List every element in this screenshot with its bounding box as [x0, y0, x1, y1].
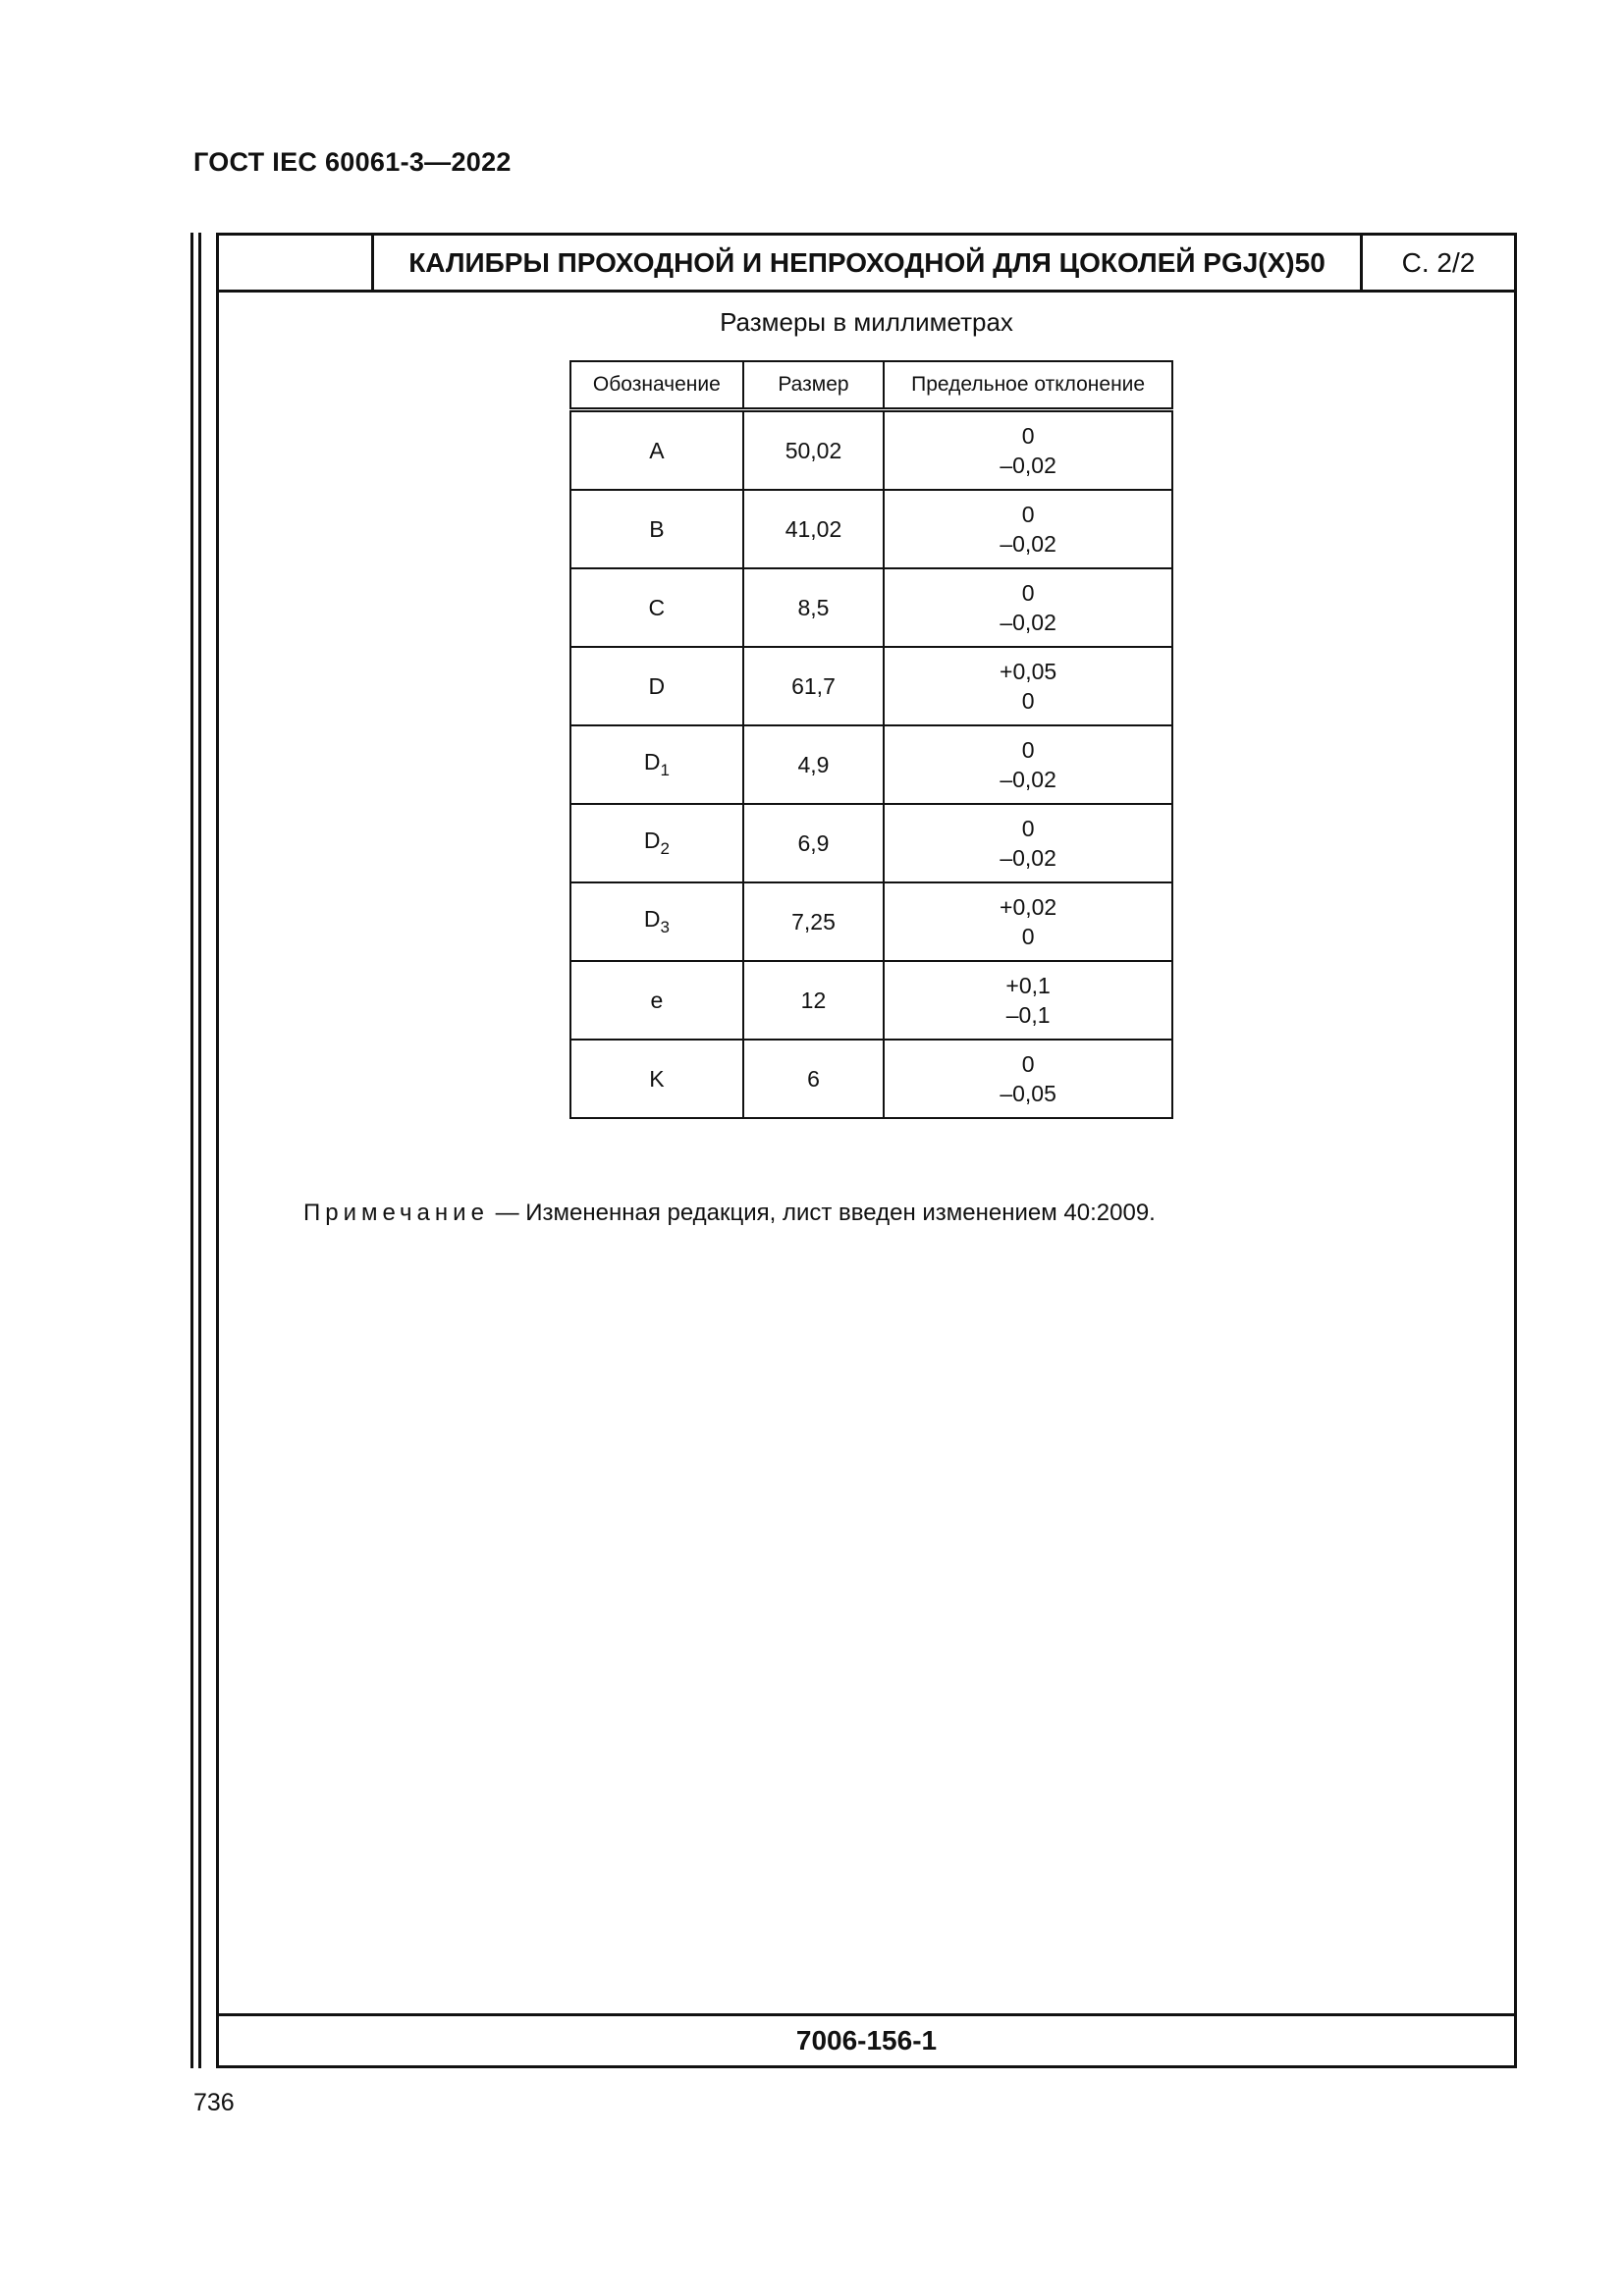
cell-size: 4,9 [743, 725, 885, 804]
header-deviation: Предельное отклонение [884, 361, 1172, 410]
binding-margin-lines [190, 233, 202, 2068]
symbol-text: D [643, 906, 661, 932]
symbol-text: K [649, 1065, 665, 1092]
symbol-text: A [649, 437, 665, 463]
symbol-subscript: 1 [660, 761, 670, 779]
table-row [570, 725, 1172, 804]
symbol-subscript: 3 [660, 918, 670, 936]
note-text: — Измененная редакция, лист введен изменением 40:2009. [488, 1200, 1156, 1226]
cell-deviation [884, 725, 1172, 804]
cell-symbol [570, 961, 743, 1040]
cell-size: 12 [743, 961, 885, 1040]
sheet-title-row [219, 236, 1514, 293]
drawing-sheet [216, 233, 1517, 2068]
deviation-upper: +0,02 [1000, 894, 1057, 920]
deviation-lower: –0,02 [1000, 767, 1056, 792]
cell-deviation [884, 882, 1172, 961]
note-label: Примечание [303, 1200, 489, 1226]
standard-designation: ГОСТ IEC 60061-3—2022 [193, 147, 512, 177]
deviation-upper: 0 [1021, 580, 1035, 606]
cell-symbol [570, 490, 743, 568]
deviation-lower: 0 [1021, 924, 1035, 949]
header-symbol: Обозначение [570, 361, 743, 410]
symbol-text: D [648, 672, 666, 699]
symbol-subscript: 2 [660, 839, 670, 858]
table-row [570, 490, 1172, 568]
deviation-upper: 0 [1021, 502, 1035, 527]
cell-symbol [570, 882, 743, 961]
deviation-upper: 0 [1021, 816, 1035, 841]
table-row [570, 568, 1172, 647]
cell-size: 7,25 [743, 882, 885, 961]
cell-size: 6,9 [743, 804, 885, 882]
cell-size: 61,7 [743, 647, 885, 725]
note [303, 1200, 1156, 1227]
deviation-lower: –0,02 [1000, 610, 1056, 635]
cell-deviation [884, 1040, 1172, 1118]
symbol-text: C [648, 594, 666, 620]
table-row [570, 1040, 1172, 1118]
deviation-upper: +0,05 [1000, 659, 1057, 684]
cell-symbol [570, 647, 743, 725]
units-caption: Размеры в миллиметрах [720, 307, 1013, 337]
sheet-title: КАЛИБРЫ ПРОХОДНОЙ И НЕПРОХОДНОЙ ДЛЯ ЦОКОЛЕЙ PGJ(X)50 [374, 236, 1363, 290]
symbol-text: D [643, 828, 661, 853]
table-row [570, 410, 1172, 491]
deviation-upper: +0,1 [1005, 973, 1051, 998]
dimensions-table [569, 360, 1173, 1119]
deviation-upper: 0 [1021, 1051, 1035, 1077]
cell-size: 6 [743, 1040, 885, 1118]
cell-deviation [884, 647, 1172, 725]
cell-symbol [570, 1040, 743, 1118]
table-row [570, 647, 1172, 725]
cell-symbol [570, 410, 743, 491]
cell-symbol [570, 725, 743, 804]
cell-size: 41,02 [743, 490, 885, 568]
deviation-upper: 0 [1021, 423, 1035, 449]
cell-symbol [570, 804, 743, 882]
page-number: 736 [193, 2089, 235, 2116]
table-row [570, 961, 1172, 1040]
cell-deviation [884, 490, 1172, 568]
deviation-lower: –0,02 [1000, 531, 1056, 557]
deviation-lower: –0,02 [1000, 453, 1056, 478]
symbol-text: D [643, 749, 661, 774]
cell-deviation [884, 410, 1172, 491]
deviation-lower: –0,02 [1000, 845, 1056, 871]
deviation-upper: 0 [1021, 737, 1035, 763]
cell-deviation [884, 961, 1172, 1040]
cell-size: 8,5 [743, 568, 885, 647]
cell-size: 50,02 [743, 410, 885, 491]
symbol-text: B [649, 515, 665, 542]
cell-deviation [884, 804, 1172, 882]
sheet-code: 7006-156-1 [219, 2013, 1514, 2065]
deviation-lower: 0 [1021, 688, 1035, 714]
cell-deviation [884, 568, 1172, 647]
title-blank-cell [219, 236, 374, 290]
sheet-number: С. 2/2 [1401, 246, 1476, 278]
table-body [570, 410, 1172, 1119]
table-row [570, 804, 1172, 882]
deviation-lower: –0,1 [1005, 1002, 1051, 1028]
table-header-row [570, 361, 1172, 410]
header-size: Размер [743, 361, 885, 410]
table-row [570, 882, 1172, 961]
deviation-lower: –0,05 [1000, 1081, 1056, 1106]
cell-symbol [570, 568, 743, 647]
symbol-text: e [650, 987, 664, 1013]
